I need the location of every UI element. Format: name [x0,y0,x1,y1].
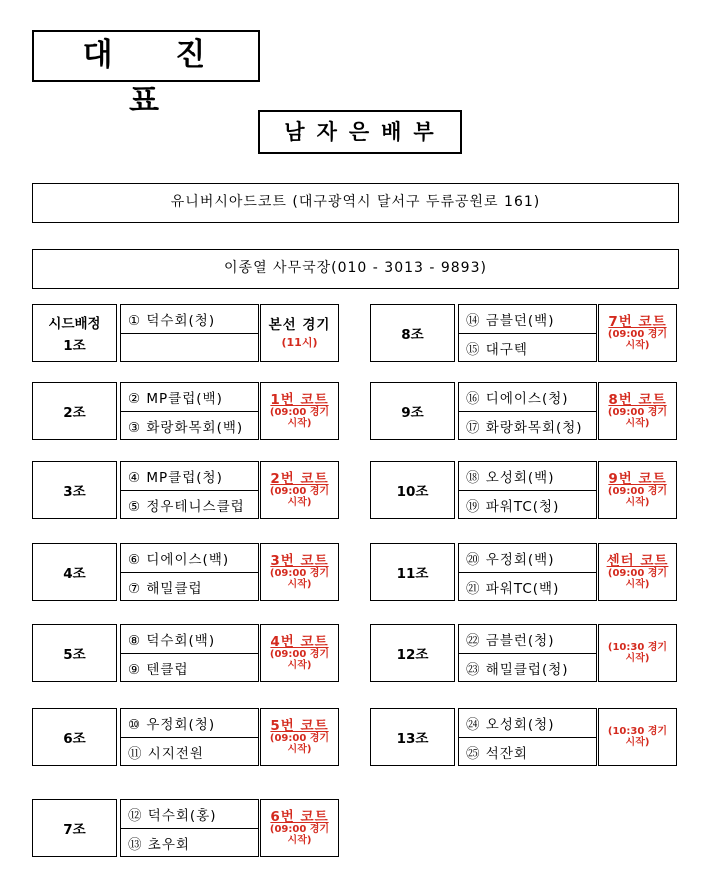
court-name: 9번 코트 [608,471,667,487]
match-time: (09:00 경기 [269,486,330,497]
team-entry: ④ MP클럽(청) [128,470,223,486]
group-number: 9조 [401,405,424,421]
match-time: (09:00 경기 [269,649,330,660]
match-start: 시작) [287,579,312,590]
court-assignment [598,461,677,519]
court-name: 6번 코트 [270,809,329,825]
team-entry: ⑫ 덕수회(홍) [128,808,217,824]
court-assignment [260,543,339,601]
court-assignment [260,708,339,766]
team-entry: ③ 화랑화목회(백) [121,411,258,439]
group-label [370,708,455,766]
group-teams [120,461,259,519]
group-label [370,624,455,682]
court-assignment [598,382,677,440]
team-entry: ⑧ 덕수회(백) [128,633,216,649]
court-name: 본선 경기 [268,317,331,333]
group-number: 10조 [396,484,429,500]
team-entry: ⑲ 파워TC(청) [459,490,596,518]
match-time: (10:30 경기 [607,642,668,653]
court-assignment [260,304,339,362]
group-number: 8조 [401,327,424,343]
team-entry: ⑩ 우정회(청) [128,717,216,733]
match-start: 시작) [287,660,312,671]
match-start: 시작) [625,497,650,508]
team-entry: ⑥ 디에이스(백) [128,552,230,568]
match-start: 시작) [625,579,650,590]
page-title: 대 진 표 [32,30,260,82]
team-entry: ㉔ 오성회(청) [466,717,555,733]
team-entry: ㉓ 해밀클럽(청) [459,653,596,681]
match-time: (09:00 경기 [269,824,330,835]
group-number: 3조 [63,484,86,500]
group-teams [120,624,259,682]
group-teams [458,624,597,682]
team-entry: ㉕ 석잔회 [459,737,596,765]
team-entry: ⑨ 텐클럽 [121,653,258,681]
court-assignment [598,304,677,362]
group-teams [458,708,597,766]
team-entry: ⑬ 초우회 [121,828,258,856]
group-teams [120,543,259,601]
court-name: 3번 코트 [270,553,329,569]
group-label [370,304,455,362]
group-label [370,461,455,519]
court-name: 2번 코트 [270,471,329,487]
court-assignment [598,708,677,766]
match-time: (09:00 경기 [607,568,668,579]
match-time: (10:30 경기 [607,726,668,737]
match-start: 시작) [625,340,650,351]
group-teams [458,304,597,362]
match-start: 시작) [287,835,312,846]
group-number: 5조 [63,647,86,663]
group-teams [120,304,259,362]
court-name: 센터 코트 [606,553,669,569]
venue-info: 유니버시아드코트 (대구광역시 달서구 두류공원로 161) [32,183,679,223]
team-entry: ⑪ 시지전원 [121,737,258,765]
group-teams [458,382,597,440]
court-assignment [260,799,339,857]
group-teams [120,382,259,440]
division-title: 남자은배부 [258,110,462,154]
team-entry: ⑰ 화랑화목회(청) [459,411,596,439]
team-entry: ① 덕수회(청) [128,313,216,329]
match-time: (11시) [281,336,318,349]
match-start: 시작) [625,418,650,429]
team-entry: ㉒ 금블런(청) [466,633,555,649]
court-name: 8번 코트 [608,392,667,408]
contact-info: 이종열 사무국장(010 - 3013 - 9893) [32,249,679,289]
seed-label: 시드배정 [48,316,101,332]
team-entry: ⑳ 우정회(백) [466,552,555,568]
group-number: 2조 [63,405,86,421]
match-time: (09:00 경기 [269,568,330,579]
court-assignment [598,543,677,601]
match-time: (09:00 경기 [607,329,668,340]
group-label [32,543,117,601]
match-start: 시작) [625,653,650,664]
group-number: 4조 [63,566,86,582]
team-entry: ⑦ 해밀클럽 [121,572,258,600]
team-entry: ⑮ 대구텍 [459,333,596,361]
group-teams [120,708,259,766]
team-entry: ⑭ 금블던(백) [466,313,555,329]
group-number: 7조 [63,822,86,838]
match-start: 시작) [625,737,650,748]
match-time: (09:00 경기 [607,407,668,418]
group-number: 12조 [396,647,429,663]
match-start: 시작) [287,497,312,508]
group-number: 6조 [63,731,86,747]
group-number: 1조 [63,338,86,354]
team-entry [121,333,258,361]
court-assignment [260,624,339,682]
group-label [32,708,117,766]
court-name: 4번 코트 [270,634,329,650]
match-time: (09:00 경기 [269,733,330,744]
match-time: (09:00 경기 [269,407,330,418]
team-entry: ㉑ 파워TC(백) [459,572,596,600]
team-entry: ⑤ 정우테니스클럽 [121,490,258,518]
court-assignment [260,382,339,440]
group-number: 13조 [396,731,429,747]
court-name: 1번 코트 [270,392,329,408]
court-name: 5번 코트 [270,718,329,734]
match-start: 시작) [287,744,312,755]
group-label [32,461,117,519]
group-teams [458,461,597,519]
team-entry: ⑱ 오성회(백) [466,470,555,486]
group-teams [120,799,259,857]
group-number: 11조 [396,566,429,582]
group-label [32,799,117,857]
group-label [370,543,455,601]
group-label [370,382,455,440]
team-entry: ② MP클럽(백) [128,391,223,407]
court-assignment [260,461,339,519]
match-start: 시작) [287,418,312,429]
team-entry: ⑯ 디에이스(청) [466,391,569,407]
group-label [32,382,117,440]
match-time: (09:00 경기 [607,486,668,497]
court-name: 7번 코트 [608,314,667,330]
group-label [32,304,117,362]
group-teams [458,543,597,601]
court-assignment [598,624,677,682]
group-label [32,624,117,682]
